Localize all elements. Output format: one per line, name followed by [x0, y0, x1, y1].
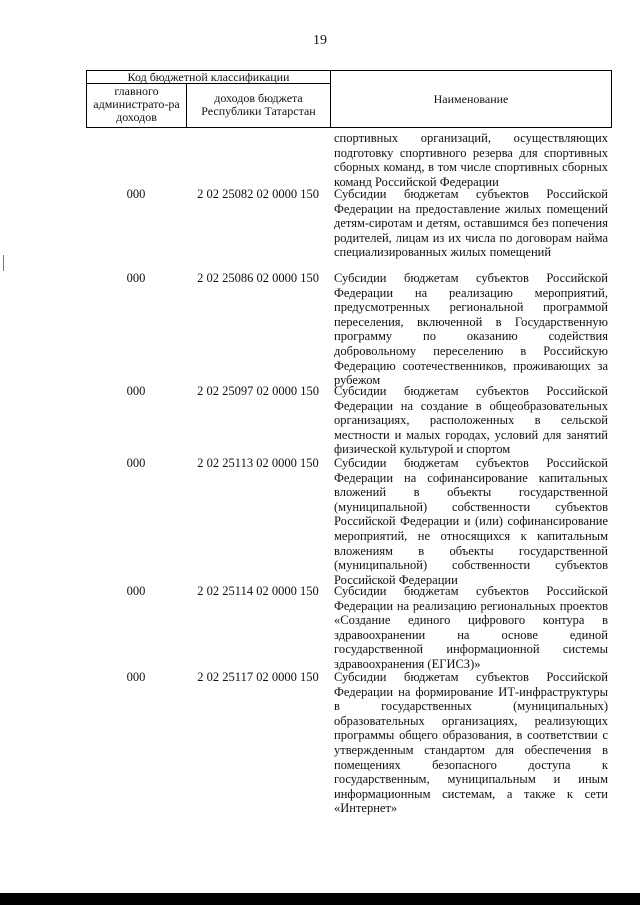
row-admin-code: 000 — [126, 670, 146, 684]
row-admin-code: 000 — [126, 384, 146, 398]
row-admin-code: 000 — [126, 584, 146, 598]
scan-bottom-border — [0, 893, 640, 905]
table-header — [86, 70, 612, 128]
row-name: Субсидии бюджетам субъектов Российской Федерации на софинансирование капитальных вложений в объекты государственной (муниципальной) собственности субъектов Российской Федерации и (или) софинансирование мероприятий, не относящихся к капитальным вложениям в объекты государственной (муниципальной) собственности субъектов Российской Федерации — [334, 456, 608, 587]
row-income-code: 2 02 25097 02 0000 150 — [197, 384, 319, 398]
row-admin-code: 000 — [126, 187, 146, 201]
scan-margin-mark — [3, 255, 4, 271]
page-number: 19 — [313, 33, 327, 48]
row-name: спортивных организаций, осуществляющих подготовку спортивного резерва для спортивных сборных команд, в том числе спортивных сборных команд Российской Федерации — [334, 131, 608, 189]
header-budget-classification-code: Код бюджетной классификации — [87, 71, 331, 84]
row-name: Субсидии бюджетам субъектов Российской Федерации на создание в общеобразовательных организациях, расположенных в сельской местности и малых городах, условий для занятий физической культурой и спортом — [334, 384, 608, 457]
row-name: Субсидии бюджетам субъектов Российской Федерации на предоставление жилых помещений детям-сиротам и детям, оставшимся без попечения родителей, лицам из их числа по договорам найма специализированных жилых помещений — [334, 187, 608, 260]
row-admin-code: 000 — [126, 271, 146, 285]
row-name: Субсидии бюджетам субъектов Российской Федерации на реализацию мероприятий, предусмотренных региональной программой переселения, включенной в Государственную программу по оказанию содействия добровольному переселению в Российскую Федерацию соотечественников, проживающих за рубежом — [334, 271, 608, 388]
header-chief-administrator: главного администрато-ра доходов — [87, 84, 187, 128]
row-name: Субсидии бюджетам субъектов Российской Федерации на реализацию региональных проектов «Создание единого цифрового контура в здравоохранении на основе единой государственной информационной системы здравоохранения (ЕГИСЗ)» — [334, 584, 608, 671]
row-income-code: 2 02 25117 02 0000 150 — [197, 670, 319, 684]
row-income-code: 2 02 25114 02 0000 150 — [197, 584, 319, 598]
row-income-code: 2 02 25086 02 0000 150 — [197, 271, 319, 285]
row-income-code: 2 02 25082 02 0000 150 — [197, 187, 319, 201]
row-admin-code: 000 — [126, 456, 146, 470]
row-income-code: 2 02 25113 02 0000 150 — [197, 456, 319, 470]
header-budget-revenue: доходов бюджета Республики Татарстан — [187, 84, 331, 128]
row-name: Субсидии бюджетам субъектов Российской Федерации на формирование ИТ-инфраструктуры в государственных (муниципальных) образовательных организациях, реализующих программы общего образования, в соответствии с утвержденным стандартом для обеспечения в помещениях безопасного доступа к государственным, муниципальным и иным информационным системам, а также к сети «Интернет» — [334, 670, 608, 816]
header-name: Наименование — [433, 92, 509, 106]
